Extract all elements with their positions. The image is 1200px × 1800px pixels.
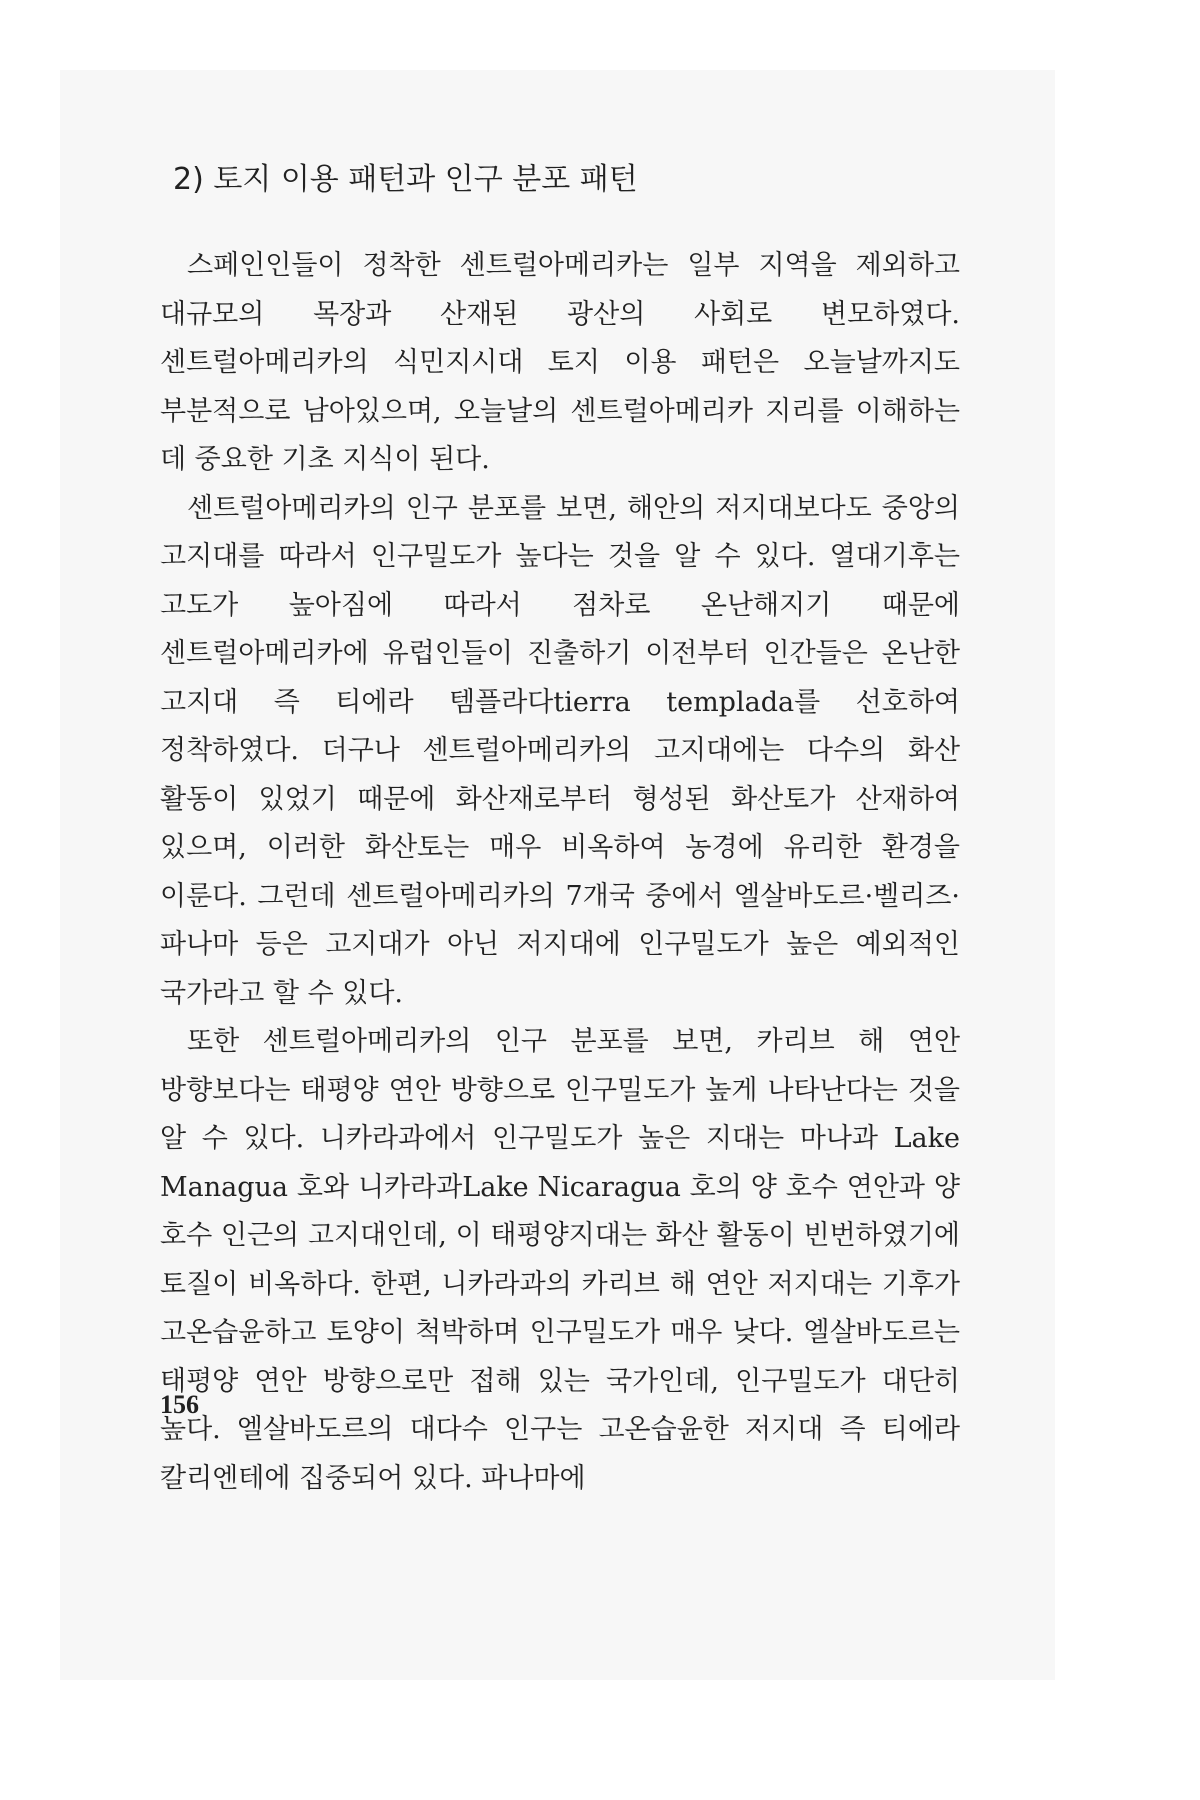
paragraph-3: 또한 센트럴아메리카의 인구 분포를 보면, 카리브 해 연안 방향보다는 태평양 연안 방향으로 인구밀도가 높게 나타난다는 것을 알 수 있다. 니카라과에서 인구밀도가 높은 지대는 마나과 Lake Managua 호와 니카라과Lake Nicaragua 호의 양 호수 연안과 양 호수 인근의 고지대인데, 이 태평양지대는 화산 활동이 빈번하였기에 토질이 비옥하다. 한편, 니카라과의 카리브 해 연안 저지대는 기후가 고온습윤하고 토양이 척박하며 인구밀도가 매우 낮다. 엘살바도르는 태평양 연안 방향으로만 접해 있는 국가인데, 인구밀도가 대단히 높다. 엘살바도르의 대다수 인구는 고온습윤한 저지대 즉 티에라 칼리엔테에 집중되어 있다. 파나마에 (160, 1026, 960, 1494)
section-heading: 2) 토지 이용 패턴과 인구 분포 패턴 (173, 162, 638, 197)
page-number: 156 (160, 1390, 199, 1419)
book-page (60, 70, 1055, 1680)
paragraph-2: 센트럴아메리카의 인구 분포를 보면, 해안의 저지대보다도 중앙의 고지대를 따라서 인구밀도가 높다는 것을 알 수 있다. 열대기후는 고도가 높아짐에 따라서 점차로 온난해지기 때문에 센트럴아메리카에 유럽인들이 진출하기 이전부터 인간들은 온난한 고지대 즉 티에라 템플라다tierra templada를 선호하여 정착하였다. 더구나 센트럴아메리카의 고지대에는 다수의 화산 활동이 있었기 때문에 화산재로부터 형성된 화산토가 산재하여 있으며, 이러한 화산토는 매우 비옥하여 농경에 유리한 환경을 이룬다. 그런데 센트럴아메리카의 7개국 중에서 엘살바도르·벨리즈·파나마 등은 고지대가 아닌 저지대에 인구밀도가 높은 예외적인 국가라고 할 수 있다. (160, 492, 960, 1009)
paragraph-1: 스페인인들이 정착한 센트럴아메리카는 일부 지역을 제외하고 대규모의 목장과 산재된 광산의 사회로 변모하였다. 센트럴아메리카의 식민지시대 토지 이용 패턴은 오늘날까지도 부분적으로 남아있으며, 오늘날의 센트럴아메리카 지리를 이해하는 데 중요한 기초 지식이 된다. (160, 250, 960, 475)
page-text (160, 160, 960, 1503)
